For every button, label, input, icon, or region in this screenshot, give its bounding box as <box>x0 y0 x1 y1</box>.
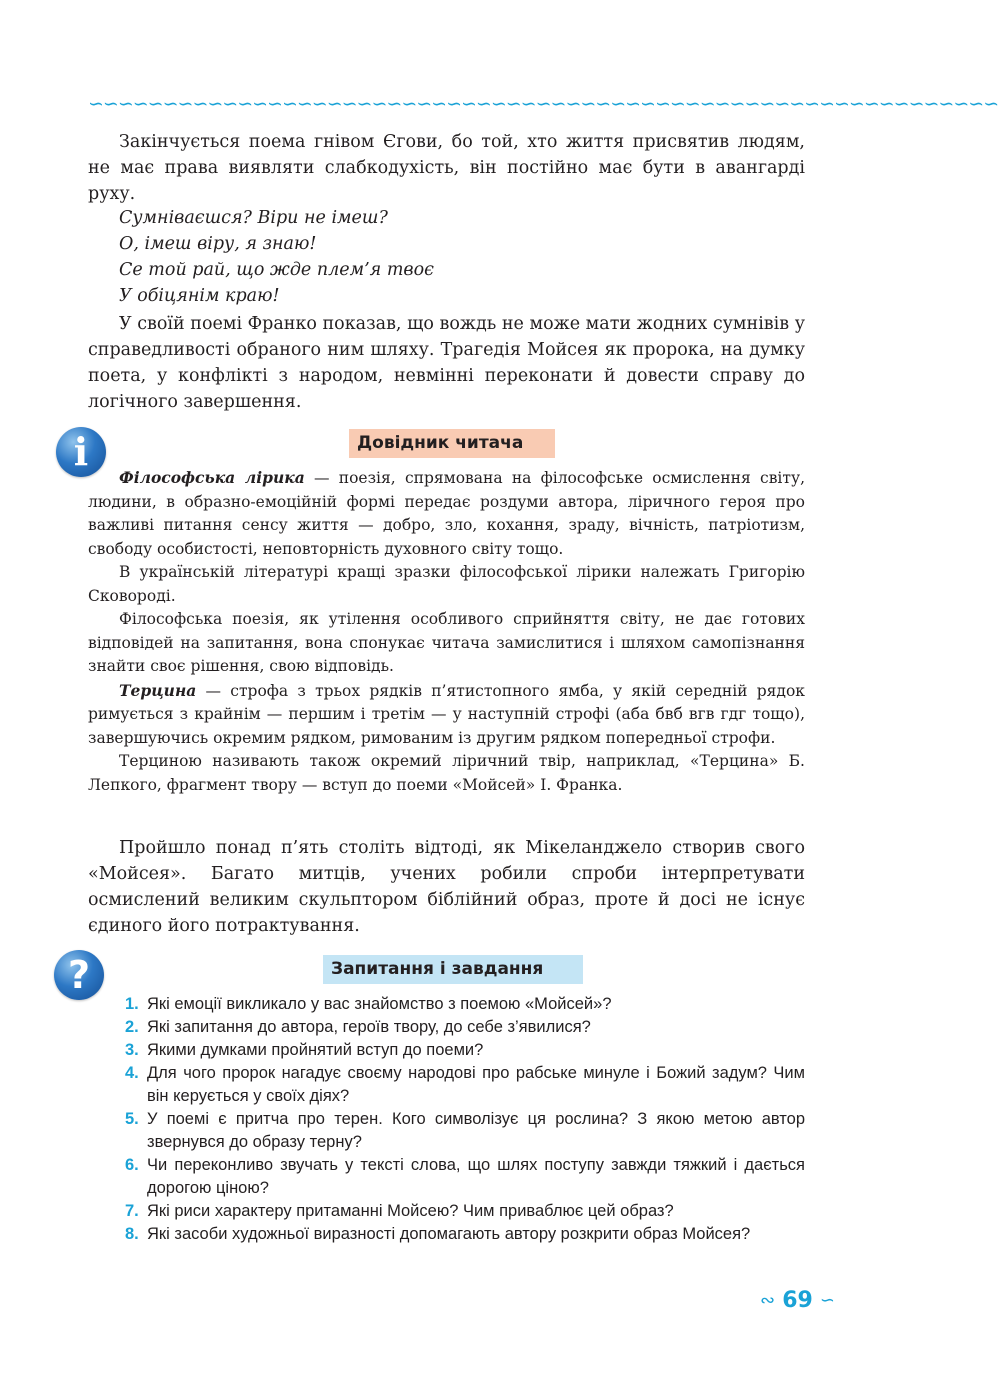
question-number: 5. <box>125 1110 139 1128</box>
reader-guide-body <box>88 466 805 797</box>
poem-line: Сумніваєшся? Віри не імеш? <box>119 208 388 228</box>
page-number-footer <box>760 1288 835 1318</box>
reader-guide-heading: Довідник читача <box>349 429 555 458</box>
term-tercet: Терцина <box>119 680 197 700</box>
question-text: Для чого пророк нагадує своєму народові про рабське минуле і Божий задум? Чим він керується у своїх діях? <box>147 1064 805 1105</box>
paragraph-ending: Закінчується поема гнівом Єгови, бо той, хто життя присвятив людям, не має права виявляти слабкодухість, він постійно має бути в авангарді руху. <box>88 132 805 204</box>
question-item <box>88 1154 805 1200</box>
term-definition: — строфа з трьох рядків п’ятистопного ямба, у якій середній рядок римується з крайнім — першим і третім — у наступній строфі (аба бвб вгв гдг тощо), завершуючись окремим рядком, римованим із другим рядком попередньої строфи. <box>88 681 805 747</box>
question-text: У поемі є притча про терен. Кого символізує ця рослина? З якою метою автор звернувся до образу терну? <box>147 1110 805 1151</box>
reference-paragraph: Філософська поезія, як утілення особливого сприйняття світу, не дає готових відповідей на запитання, вона спонукає читача замислитися і шляхом самопізнання знайти своє рішення, свою відповідь. <box>88 610 805 675</box>
question-text: Чи переконливо звучать у тексті слова, що шлях поступу завжди тяжкий і дається дорогою ціною? <box>147 1156 805 1197</box>
question-number: 6. <box>125 1156 139 1174</box>
poem-quote <box>119 205 434 309</box>
page-number: 69 <box>782 1288 813 1313</box>
question-number: 2. <box>125 1018 139 1036</box>
reference-paragraph <box>88 679 805 751</box>
question-text: Які риси характеру притаманні Мойсею? Чим приваблює цей образ? <box>147 1202 674 1220</box>
question-item <box>88 1016 805 1039</box>
question-item <box>88 1039 805 1062</box>
question-number: 1. <box>125 995 139 1013</box>
question-text: Які емоції викликало у вас знайомство з поемою «Мойсей»? <box>147 995 612 1013</box>
poem-line: Се той рай, що жде плем’я твоє <box>119 260 434 280</box>
question-number: 3. <box>125 1041 139 1059</box>
poem-line: У обіцянім краю! <box>119 286 280 306</box>
question-number: 8. <box>125 1225 139 1243</box>
term-philosophical-lyrics: Філософська лірика <box>119 468 305 487</box>
question-item <box>88 1108 805 1154</box>
info-icon: i <box>56 427 106 477</box>
paragraph-franko: У своїй поемі Франко показав, що вождь не може мати жодних сумнівів у справедливості обраного ним шляху. Трагедія Мойсея як пророка, на думку поета, у конфлікті з народом, невмінні переконати й довести справу до логічного завершення. <box>88 314 805 412</box>
question-number: 7. <box>125 1202 139 1220</box>
reference-paragraph: В українській літературі кращі зразки філософської лірики належать Григорію Сковороді. <box>88 563 805 605</box>
questions-list <box>88 993 805 1246</box>
term-definition: — поезія, спрямована на філософське осмислення світу, людини, в образно-емоційній формі передає роздуми автора, ліричного героя про важливі питання сенсу життя — добро, зло, кохання, зраду, вічність, патріотизм, свободу особистості, неповторність духовного світу тощо. <box>88 469 806 558</box>
question-text: Які запитання до автора, героїв твору, до себе з’явилися? <box>147 1018 591 1036</box>
question-icon: ? <box>54 950 104 1000</box>
question-number: 4. <box>125 1064 139 1082</box>
question-item <box>88 1062 805 1108</box>
questions-heading: Запитання і завдання <box>323 955 583 984</box>
top-ornament-border: ∽∽∽∽∽∽∽∽∽∽∽∽∽∽∽∽∽∽∽∽∽∽∽∽∽∽∽∽∽∽∽∽∽∽∽∽∽∽∽∽∽∽∽∽∽∽∽∽∽∽∽∽∽∽∽∽∽∽∽∽∽ <box>88 93 998 115</box>
question-text: Які засоби художньої виразності допомагають автору розкрити образ Мойсея? <box>147 1225 751 1243</box>
reference-paragraph: Терциною називають також окремий ліричний твір, наприклад, «Терцина» Б. Лепкого, фрагмент твору — вступ до поеми «Мойсей» І. Франка. <box>88 752 805 794</box>
poem-line: О, імеш віру, я знаю! <box>119 234 317 254</box>
question-item <box>88 1223 805 1246</box>
ornament-left-icon: ∾ <box>760 1290 776 1311</box>
question-text: Якими думками пройнятий вступ до поеми? <box>147 1041 484 1059</box>
question-item <box>88 1200 805 1223</box>
paragraph-michelangelo: Пройшло понад п’ять століть відтоді, як Мікеланджело створив свого «Мойсея». Багато митців, учених робили спроби інтерпретувати осмислений великим скульптором біблійний образ, проте й досі не існує єдиного його потрактування. <box>88 838 805 936</box>
question-item <box>88 993 805 1016</box>
reference-paragraph <box>88 466 805 561</box>
ornament-right-icon: ∽ <box>819 1290 835 1311</box>
